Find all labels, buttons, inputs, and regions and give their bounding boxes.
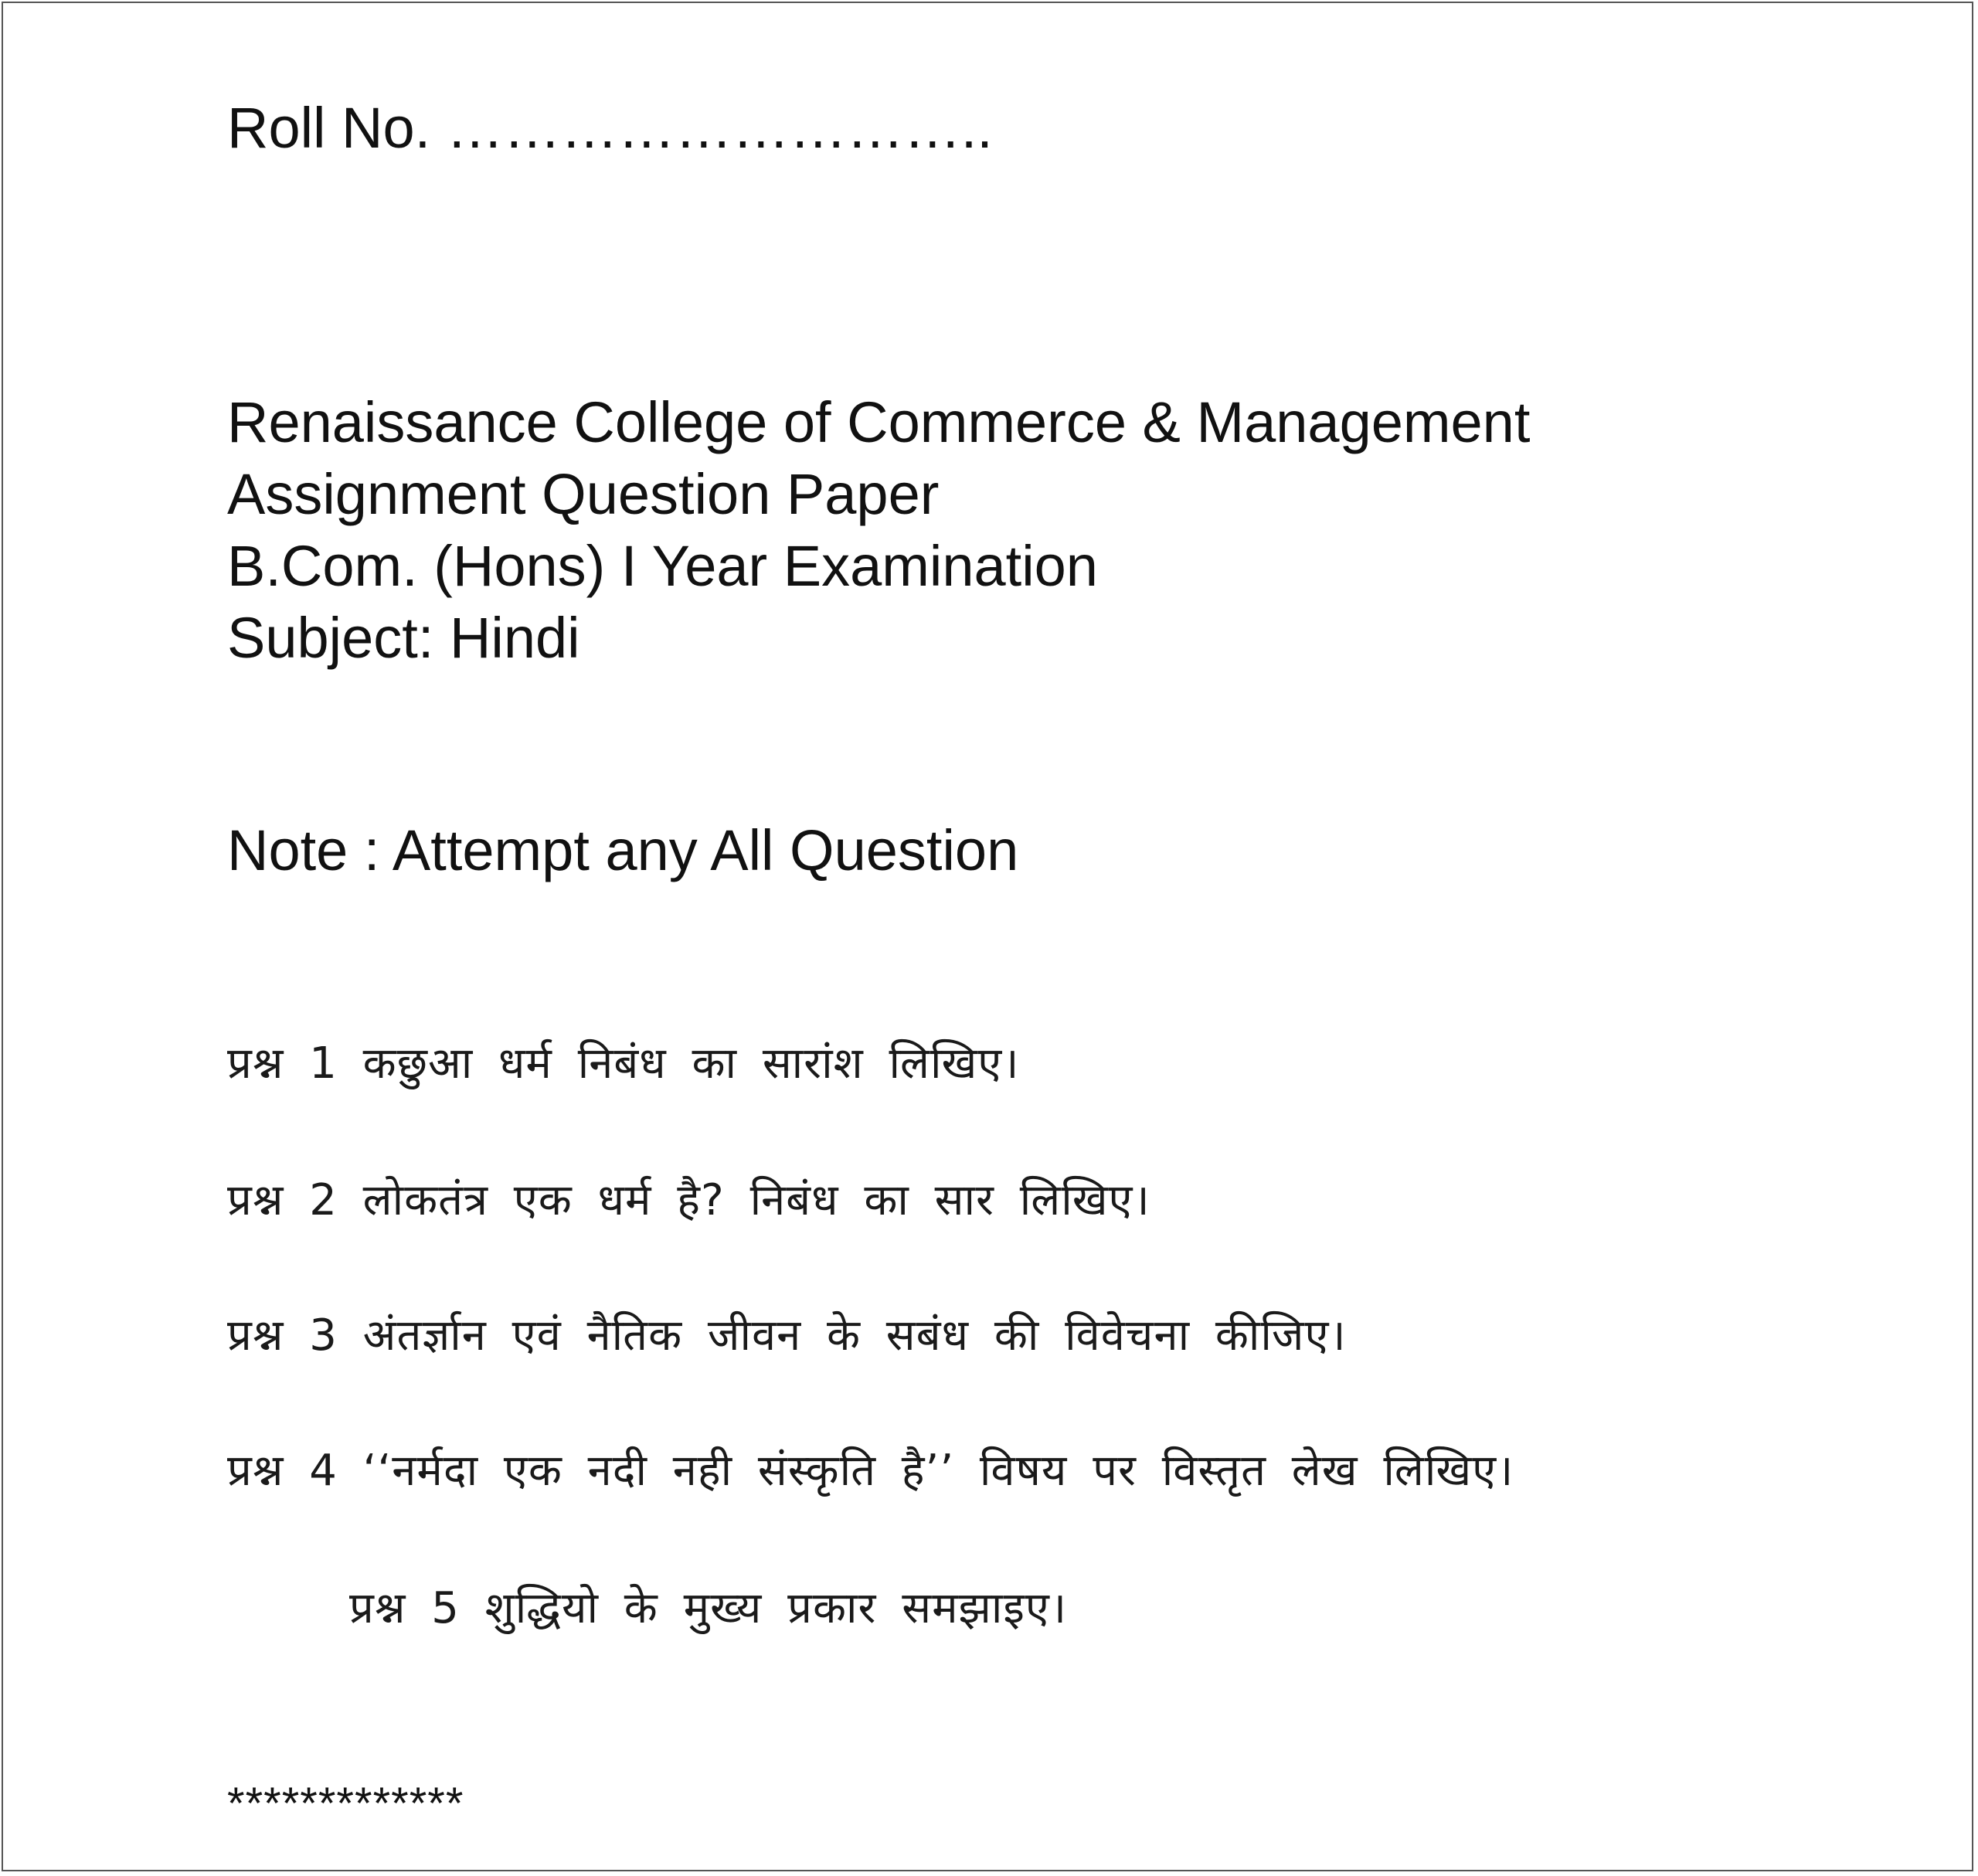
course-title: B.Com. (Hons) I Year Examination — [227, 534, 1098, 598]
question-paper-page — [2, 2, 1973, 1871]
college-name: Renaissance College of Commerce & Management — [227, 390, 1531, 454]
paper-header — [227, 386, 1530, 674]
instructions-note: Note : Attempt any All Question — [227, 818, 1019, 882]
question-1: प्रश्न 1 कछुआ धर्म निबंध का सारांश लिखिए। — [227, 1038, 1020, 1089]
subject-line: Subject: Hindi — [227, 606, 580, 670]
roll-number-line: Roll No. ……………………….. — [227, 96, 993, 160]
paper-type: Assignment Question Paper — [227, 462, 940, 526]
question-2: प्रश्न 2 लोकतंत्र एक धर्म है? निबंध का सार लिखिए। — [227, 1175, 1150, 1225]
end-of-paper-marker: ************* — [227, 1779, 464, 1829]
question-3: प्रश्न 3 अंतर्ज्ञान एवं नैतिक जीवन के सबंध की विवेचना कीजिए। — [227, 1310, 1347, 1361]
question-4: प्रश्न 4 ‘‘नर्मदा एक नदी नही संस्कृति है’’ विषय पर विस्तृत लेख लिखिए। — [227, 1446, 1514, 1496]
question-5: प्रश्न 5 शुद्धियो के मुख्य प्रकार समझाइए। — [349, 1583, 1068, 1633]
